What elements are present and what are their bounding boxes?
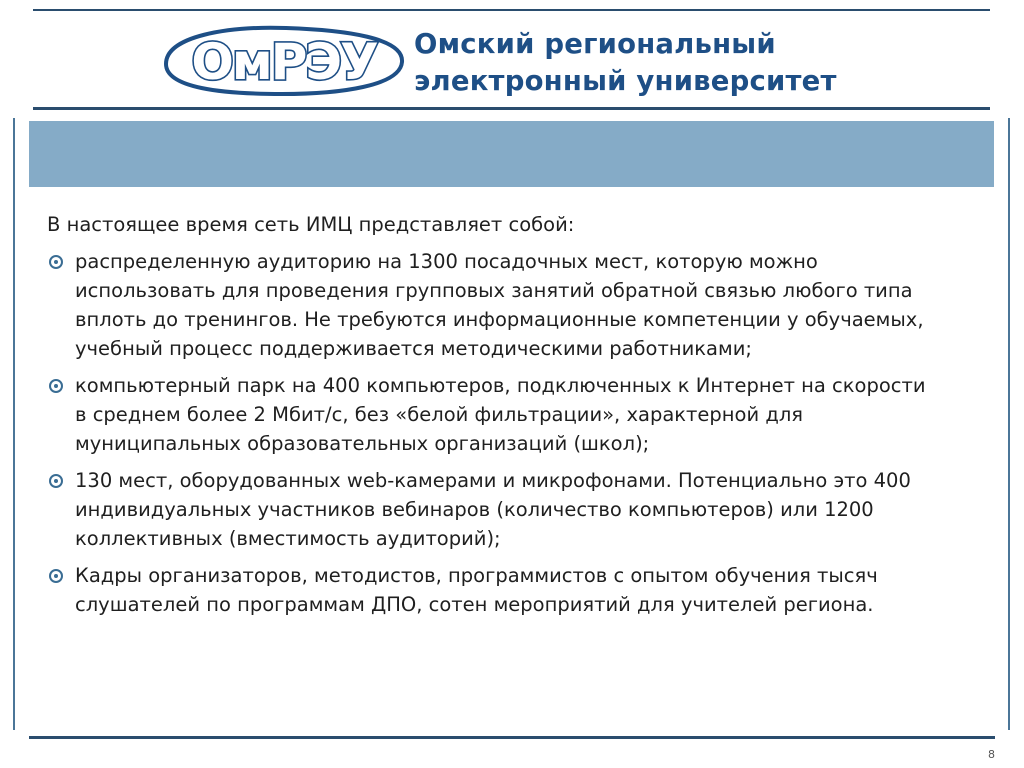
left-border [13,118,15,730]
university-name-line-2: электронный университет [414,65,837,97]
list-item-line: компьютерный парк на 400 компьютеров, подключенных к Интернет на скорости [75,374,926,397]
list-item-line: использовать для проведения групповых занятий обратной связью любого типа [75,279,913,302]
circle-bullet-icon [49,569,63,583]
list-item [47,561,987,619]
list-item-line: коллективных (вместимость аудиторий); [75,527,501,550]
list-item-line: распределенную аудиторию на 1300 посадочных мест, которую можно [75,250,818,273]
list-item-line: учебный процесс поддерживается методическими работниками; [75,337,752,360]
list-item-line: слушателей по программам ДПО, сотен мероприятий для учителей региона. [75,593,874,616]
right-border [1008,118,1010,730]
list-item [47,466,987,553]
list-item-line: муниципальных образовательных организаций (школ); [75,432,650,455]
logo-wordmark: ОмРЭУ [191,33,377,91]
slide-title-band [29,121,994,187]
top-rule [33,9,990,11]
list-item-line: индивидуальных участников вебинаров (количество компьютеров) или 1200 [75,498,874,521]
circle-bullet-icon [49,255,63,269]
list-item-line: вплоть до тренингов. Не требуются информационные компетенции у обучаемых, [75,308,924,331]
circle-bullet-icon [49,474,63,488]
omreu-logo [160,24,408,96]
university-name-line-1: Омский региональный [414,28,776,60]
list-item-line: 130 мест, оборудованных web-камерами и микрофонами. Потенциально это 400 [75,469,911,492]
header-rule [33,107,990,110]
slide-body [47,210,987,627]
page-number: 8 [988,748,995,761]
university-name [414,26,837,100]
list-item [47,371,987,458]
intro-text: В настоящее время сеть ИМЦ представляет собой: [47,213,575,236]
bottom-rule [29,736,995,739]
list-item-line: Кадры организаторов, методистов, программистов с опытом обучения тысяч [75,564,878,587]
circle-bullet-icon [49,379,63,393]
list-item [47,247,987,363]
list-item-line: в среднем более 2 Мбит/с, без «белой фильтрации», характерной для [75,403,804,426]
